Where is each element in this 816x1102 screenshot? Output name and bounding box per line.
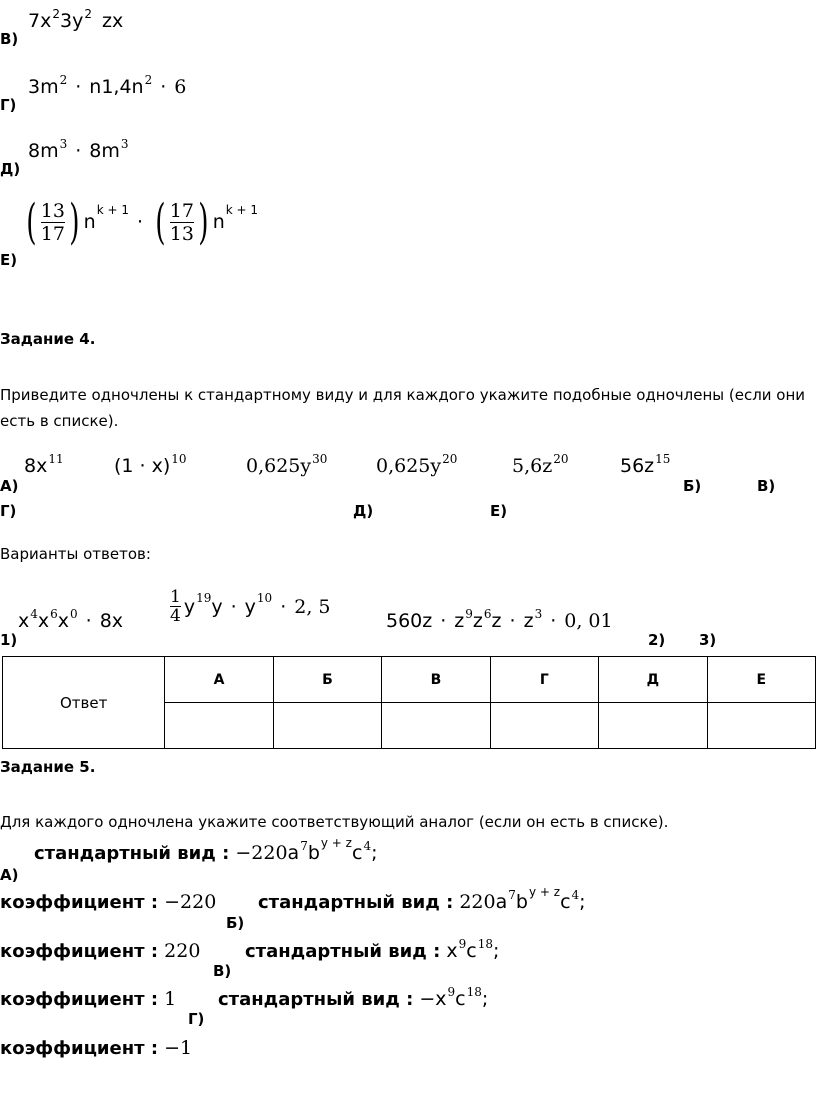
label-5b: Б) <box>226 914 245 932</box>
column-header-e: Е <box>707 657 815 703</box>
task5-instruction: Для каждого одночлена укажите соответствующий аналог (если он есть в списке). <box>0 813 669 831</box>
label-opt1: 1) <box>0 631 18 649</box>
coef-g: коэффициент : −1 <box>0 1037 193 1059</box>
column-header-b: Б <box>273 657 381 703</box>
label-v4: В) <box>757 477 776 495</box>
label-g4: Г) <box>0 502 17 520</box>
answer-row-label: Ответ <box>3 657 165 749</box>
expr-d: $8m^3 \cdot 8m^3$ <box>28 137 129 162</box>
answer-cell-e[interactable] <box>707 703 815 749</box>
answers-heading: Варианты ответов: <box>0 545 151 563</box>
task4-heading: Задание 4. <box>0 330 96 348</box>
label-5v: В) <box>213 962 232 980</box>
fraction-17-13: $\frac{17}{13}$ <box>169 199 194 245</box>
coef-v: коэффициент : 1 <box>0 988 177 1010</box>
column-header-v: В <box>382 657 490 703</box>
label-e: Е) <box>0 251 18 269</box>
answer-cell-a[interactable] <box>165 703 273 749</box>
answer-cell-b[interactable] <box>273 703 381 749</box>
label-g: Г) <box>0 96 17 114</box>
std-form-v: стандартный вид : $x^9c^{18}$; <box>245 937 500 962</box>
option-3: $560z \cdot z^9z^6z \cdot z^3 \cdot 0$, 01 <box>386 607 613 632</box>
label-5a: А) <box>0 866 19 884</box>
column-header-d: Д <box>599 657 707 703</box>
std-form-b: стандартный вид : $220a^7b^{y + z}c^4$; <box>258 885 586 913</box>
column-header-a: А <box>165 657 273 703</box>
task5-heading: Задание 5. <box>0 758 96 776</box>
fraction-13-17: $\frac{13}{17}$ <box>40 199 65 245</box>
answer-cell-g[interactable] <box>490 703 598 749</box>
option-2: 1 4 y $^{19}$ y · y $^{10}$ · 2, 5 <box>170 587 331 626</box>
column-header-g: Г <box>490 657 598 703</box>
label-v: В) <box>0 30 19 48</box>
expr-v: $7x^23y^2$ zx <box>28 7 124 32</box>
monomial-g: $0,625y^{20}$ <box>376 452 458 477</box>
coef-a: коэффициент : −220 <box>0 891 217 913</box>
expr-e: ( $\frac{13}{17}$ ) n $^{k + 1}$ · ( $\frac{17}{13}$ ) n $^{k + 1}$ <box>26 194 259 250</box>
answer-table <box>2 656 816 749</box>
monomial-d: $5,6z^{20}$ <box>512 452 569 477</box>
monomial-e: $56z^{15}$ <box>620 452 671 477</box>
answer-cell-v[interactable] <box>382 703 490 749</box>
label-opt2: 2) <box>648 631 666 649</box>
expr-g: $3m^2 \cdot n1,4n^2 \cdot 6$ <box>28 73 187 98</box>
coef-b: коэффициент : 220 <box>0 940 201 962</box>
label-5g: Г) <box>188 1010 205 1028</box>
option-1: $x^4x^6x^0 \cdot 8x$ <box>18 607 124 632</box>
table-row <box>3 657 816 703</box>
answer-cell-d[interactable] <box>599 703 707 749</box>
task4-instruction: Приведите одночлены к стандартному виду и для каждого укажите подобные одночлены (если они есть в списке). <box>0 386 806 430</box>
monomial-a: $8x^{11}$ <box>24 452 64 477</box>
label-e4: Е) <box>490 502 508 520</box>
monomial-b: $(1 \cdot x)^{10}$ <box>114 452 187 477</box>
label-b: Б) <box>683 477 702 495</box>
monomial-v: $0,625y^{30}$ <box>246 452 328 477</box>
label-d: Д) <box>0 160 21 178</box>
label-d4: Д) <box>353 502 374 520</box>
fraction-1-4: 1 4 <box>170 587 181 626</box>
std-form-a: стандартный вид : $-220a^7b^{y + z}c^4$; <box>34 836 378 864</box>
std-form-g: стандартный вид : $-x^9c^{18}$; <box>218 985 489 1010</box>
label-opt3: 3) <box>699 631 717 649</box>
label-a: А) <box>0 477 19 495</box>
